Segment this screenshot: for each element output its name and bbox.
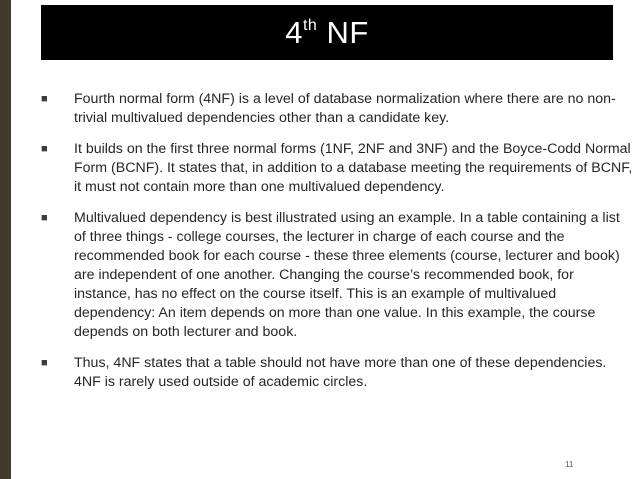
bullet-text: It builds on the first three normal forms (1NF, 2NF and 3NF) and the Boyce-Codd Normal Form (BCNF). It states that, in addition to a database meeting the requirements of BCNF, it must not contain more than one multivalued dependency.: [74, 141, 633, 195]
bullet-text: Multivalued dependency is best illustrated using an example. In a table containing a list of three things - college courses, the lecturer in charge of each course and the recommended book for each course - these three elements (course, lecturer and book) are independent of one another. Changing the course’s recommended book, for instance, has no effect on the course itself. This is an example of multivalued dependency: An item depends on more than one value. In this example, the course depends on both lecturer and book.: [74, 210, 620, 340]
square-bullet-icon: ■: [41, 93, 48, 105]
square-bullet-icon: ■: [41, 143, 48, 155]
square-bullet-icon: ■: [41, 357, 48, 369]
bullet-item: [40, 140, 636, 197]
bullet-list: [40, 90, 636, 404]
title-main: 4: [285, 15, 303, 50]
square-bullet-icon: ■: [41, 212, 48, 224]
page-number: 11: [565, 460, 574, 469]
title-rest: NF: [317, 15, 369, 50]
bullet-text: Fourth normal form (4NF) is a level of database normalization where there are no non-trivial multivalued dependencies other than a candidate key.: [74, 91, 616, 126]
bullet-text: Thus, 4NF states that a table should not have more than one of these dependencies. 4NF is rarely used outside of academic circles.: [74, 355, 607, 390]
bullet-item: [40, 209, 636, 342]
slide-title: [285, 17, 369, 48]
left-accent-bar: [0, 0, 11, 479]
title-superscript: th: [302, 16, 318, 34]
title-banner: [41, 5, 613, 60]
bullet-item: [40, 354, 636, 392]
bullet-item: [40, 90, 636, 128]
